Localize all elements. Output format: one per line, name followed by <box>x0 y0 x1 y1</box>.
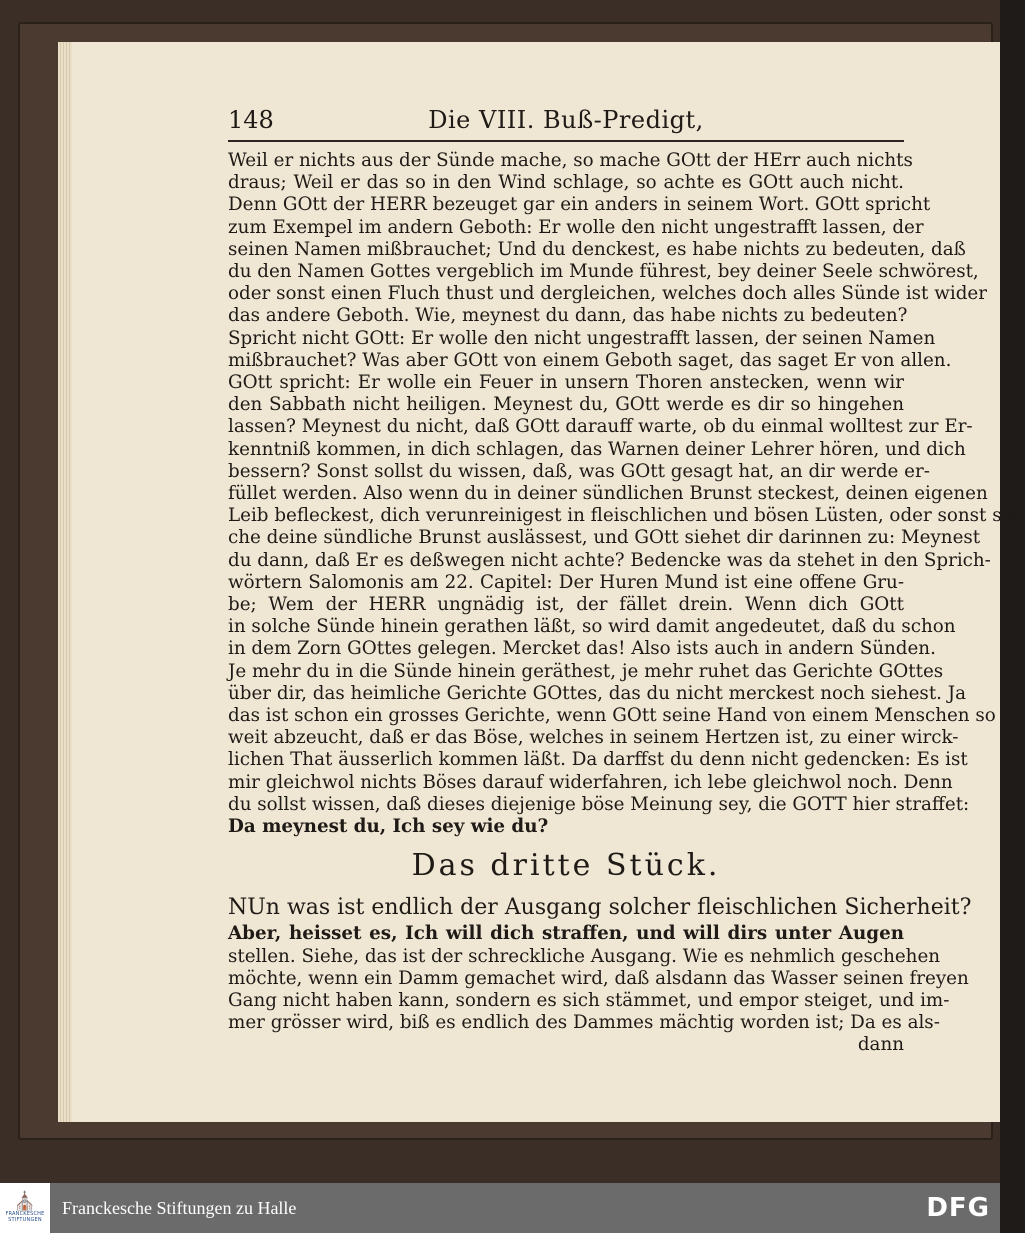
text-line: NUn was ist endlich der Ausgang solcher fleischlichen Sicherheit? <box>228 895 972 921</box>
text-line: zum Exempel im andern Geboth: Er wolle den nicht ungestrafft lassen, der <box>228 216 924 238</box>
text-block <box>228 98 1025 1056</box>
text-line: draus; Weil er das so in den Wind schlage, so achte es GOtt auch nicht. <box>228 172 904 194</box>
text-line: du den Namen Gottes vergeblich im Munde führest, bey deiner Seele schwörest, <box>228 261 979 283</box>
text-line: Denn GOtt der HERR bezeuget gar ein anders in seinem Wort. GOtt spricht <box>228 194 931 216</box>
text-line: che deine sündliche Brunst auslässest, und GOtt siehet dir darinnen zu: Meynest <box>228 527 981 549</box>
text-line: lichen That äusserlich kommen läßt. Da darffst du denn nicht gedencken: Es ist <box>228 749 968 771</box>
text-line: das andere Geboth. Wie, meynest du dann, das habe nichts zu bedeuten? <box>228 305 908 327</box>
body-text <box>228 150 1025 838</box>
text-line: den Sabbath nicht heiligen. Meynest du, GOtt werde es dir so hingehen <box>228 394 904 416</box>
footer-bar <box>0 1183 1000 1233</box>
text-line: kenntniß kommen, in dich schlagen, das Warnen deiner Lehrer hören, und dich <box>228 438 966 460</box>
text-line: wörtern Salomonis am 22. Capitel: Der Huren Mund ist eine offene Gru- <box>228 571 904 593</box>
page-stack-edge <box>58 42 72 1122</box>
text-line: GOtt spricht: Er wolle ein Feuer in unsern Thoren anstecken, wenn wir <box>228 372 904 394</box>
logo-label: FRANCKESCHE STIFTUNGEN <box>5 1211 45 1223</box>
text-line: in dem Zorn GOttes gelegen. Mercket das! Also ists auch in andern Sünden. <box>228 638 936 660</box>
text-line: Weil er nichts aus der Sünde mache, so mache GOtt der HErr auch nichts <box>228 150 913 171</box>
text-line: möchte, wenn ein Damm gemachet wird, daß alsdann das Wasser seinen freyen <box>228 967 969 989</box>
text-line: du dann, daß Er es deßwegen nicht achte? Bedencke was da stehet in den Sprich- <box>228 549 991 571</box>
text-line: mir gleichwol nichts Böses darauf widerfahren, ich lebe gleichwol noch. Denn <box>228 771 953 793</box>
text-line: stellen. Siehe, das ist der schreckliche Ausgang. Wie es nehmlich geschehen <box>228 945 941 967</box>
text-line: füllet werden. Also wenn du in deiner sündlichen Brunst steckest, deinen eigenen <box>228 483 988 505</box>
text-line: seinen Namen mißbrauchet; Und du denckest, es habe nichts zu bedeuten, daß <box>228 238 966 260</box>
dfg-logo: DFG <box>926 1193 990 1223</box>
text-line: Spricht nicht GOtt: Er wolle den nicht ungestrafft lassen, der seinen Namen <box>228 327 936 349</box>
text-line: Leib befleckest, dich verunreinigest in fleischlichen und bösen Lüsten, oder sonst sol- <box>228 505 1025 527</box>
page-number: 148 <box>228 106 274 134</box>
text-line: Aber, heisset es, Ich will dich straffen, und will dirs unter Augen <box>228 923 904 945</box>
text-line: mißbrauchet? Was aber GOtt von einem Geboth saget, das saget Er von allen. <box>228 349 952 371</box>
text-line: Gang nicht haben kann, sondern es sich stämmet, und empor steiget, und im- <box>228 989 950 1011</box>
institution-logo <box>0 1183 50 1233</box>
text-line: Je mehr du in die Sünde hinein geräthest, je mehr ruhet das Gerichte GOttes <box>228 660 944 682</box>
section-heading: Das dritte Stück. <box>411 848 721 884</box>
text-line: be; Wem der HERR ungnädig ist, der fället drein. Wenn dich GOtt <box>228 594 904 616</box>
running-title: Die VIII. Buß-Predigt, <box>428 106 704 134</box>
text-line: du sollst wissen, daß dieses diejenige böse Meinung sey, die GOTT hier straffet: <box>228 793 970 815</box>
logo-emblem-icon: ⛪ <box>13 1191 37 1212</box>
text-line: das ist schon ein grosses Gerichte, wenn GOtt seine Hand von einem Menschen so <box>228 705 996 727</box>
institution-name: Franckesche Stiftungen zu Halle <box>62 1197 297 1218</box>
text-line: lassen? Meynest du nicht, daß GOtt darauff warte, ob du einmal wolltest zur Er- <box>228 416 973 438</box>
text-line: mer grösser wird, biß es endlich des Dammes mächtig worden ist; Da es als- <box>228 1012 940 1034</box>
running-head <box>228 98 904 142</box>
section-text <box>228 893 972 1034</box>
text-line: Da meynest du, Ich sey wie du? <box>228 816 549 838</box>
text-line: in solche Sünde hinein gerathen läßt, so wird damit angedeutet, daß du schon <box>228 616 956 638</box>
text-line: über dir, das heimliche Gerichte GOttes, das du nicht merckest noch siehest. Ja <box>228 682 967 704</box>
catchword: dann <box>857 1034 904 1056</box>
text-line: weit abzeucht, daß er das Böse, welches in seinem Hertzen ist, zu einer wirck- <box>228 727 959 749</box>
text-line: oder sonst einen Fluch thust und dergleichen, welches doch alles Sünde ist wider <box>228 283 987 305</box>
text-line: bessern? Sonst sollst du wissen, daß, was GOtt gesagt hat, an dir werde er- <box>228 460 930 482</box>
